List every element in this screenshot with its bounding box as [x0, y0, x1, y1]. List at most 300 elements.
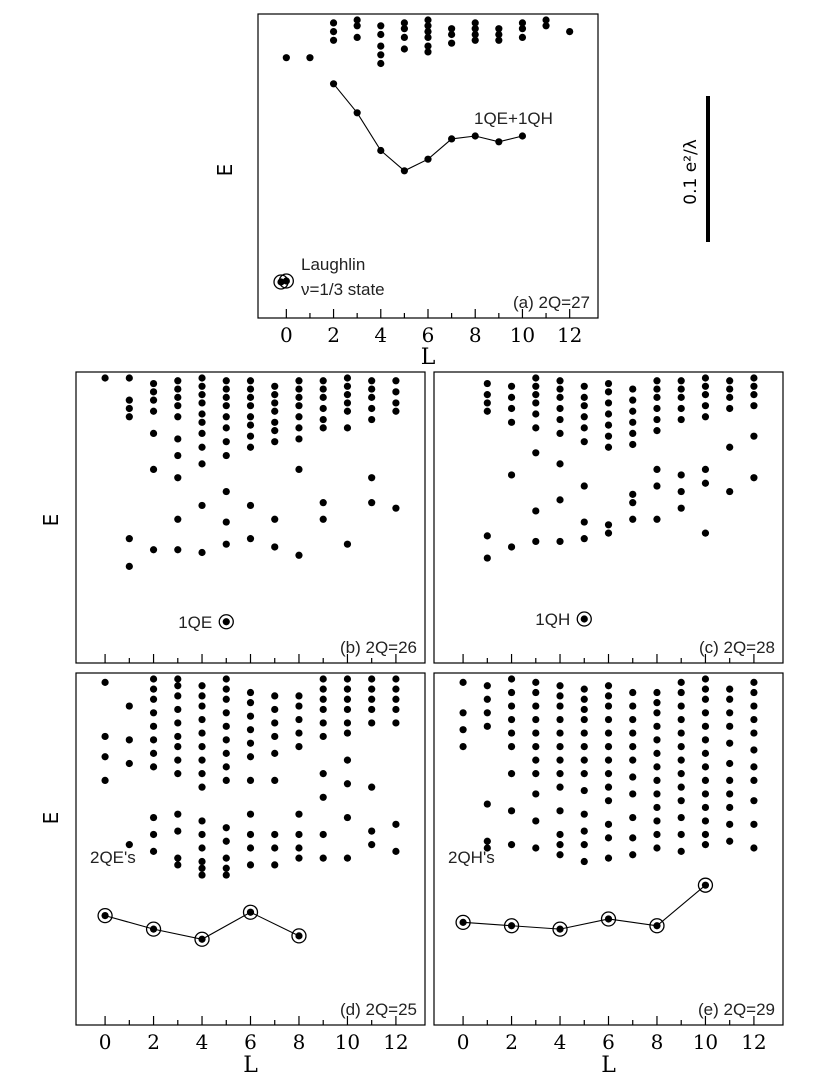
energy-point [247, 740, 254, 747]
energy-point [198, 858, 205, 865]
energy-point [392, 408, 399, 415]
band-point [472, 132, 479, 139]
energy-point [605, 692, 612, 699]
energy-point [223, 402, 230, 409]
energy-point [295, 435, 302, 442]
energy-point [150, 380, 157, 387]
energy-point [223, 763, 230, 770]
energy-point [295, 466, 302, 473]
energy-point [174, 474, 181, 481]
panel-label: (d) 2Q=25 [339, 1000, 417, 1019]
energy-point [126, 413, 133, 420]
energy-point [126, 736, 133, 743]
energy-point [581, 828, 588, 835]
energy-point [678, 814, 685, 821]
energy-point [247, 413, 254, 420]
energy-point [556, 784, 563, 791]
energy-point [556, 841, 563, 848]
energy-point [629, 397, 636, 404]
band-point [448, 135, 455, 142]
energy-point [484, 408, 491, 415]
energy-point [101, 374, 108, 381]
energy-point [320, 499, 327, 506]
energy-point [581, 841, 588, 848]
energy-point [581, 518, 588, 525]
energy-point [368, 385, 375, 392]
band-point [198, 936, 205, 943]
energy-point [726, 709, 733, 716]
energy-point [702, 736, 709, 743]
energy-point [484, 696, 491, 703]
energy-point [532, 702, 539, 709]
band-point [653, 922, 660, 929]
energy-point [750, 702, 757, 709]
energy-point [459, 679, 466, 686]
energy-point [653, 416, 660, 423]
energy-point [581, 394, 588, 401]
energy-point [678, 848, 685, 855]
energy-point [174, 828, 181, 835]
x-tick-label: 0 [98, 1030, 112, 1054]
x-tick-label: 8 [292, 1030, 306, 1054]
energy-point [198, 844, 205, 851]
energy-point [344, 855, 351, 862]
energy-point [174, 516, 181, 523]
energy-point [320, 770, 327, 777]
energy-point [150, 750, 157, 757]
energy-point [271, 719, 278, 726]
energy-point [368, 394, 375, 401]
energy-point [653, 427, 660, 434]
energy-point [295, 377, 302, 384]
energy-point [702, 841, 709, 848]
energy-point [508, 807, 515, 814]
energy-point [174, 692, 181, 699]
energy-point [174, 719, 181, 726]
band-annotation: 2QH's [448, 848, 495, 867]
energy-point [556, 496, 563, 503]
energy-point [101, 777, 108, 784]
energy-point [653, 831, 660, 838]
energy-point [306, 54, 313, 61]
energy-point [702, 777, 709, 784]
energy-point [653, 723, 660, 730]
energy-point [653, 750, 660, 757]
energy-point [605, 433, 612, 440]
energy-point [508, 419, 515, 426]
energy-point [392, 388, 399, 395]
energy-point [653, 516, 660, 523]
energy-point [247, 433, 254, 440]
energy-point [750, 763, 757, 770]
energy-point [223, 686, 230, 693]
energy-point [702, 413, 709, 420]
energy-point [271, 516, 278, 523]
energy-point [377, 31, 384, 38]
energy-point [629, 834, 636, 841]
energy-point [750, 391, 757, 398]
energy-point [247, 394, 254, 401]
energy-point [750, 383, 757, 390]
energy-point [198, 702, 205, 709]
energy-point [653, 709, 660, 716]
energy-point [678, 729, 685, 736]
energy-point [484, 723, 491, 730]
energy-point [581, 402, 588, 409]
energy-point [198, 444, 205, 451]
energy-point [702, 831, 709, 838]
energy-point [508, 394, 515, 401]
energy-point [126, 397, 133, 404]
energy-point [401, 45, 408, 52]
energy-point [198, 729, 205, 736]
band-point [150, 926, 157, 933]
energy-point [508, 675, 515, 682]
energy-point [271, 427, 278, 434]
energy-point [653, 405, 660, 412]
energy-point [532, 757, 539, 764]
energy-point [354, 16, 361, 23]
energy-point [271, 692, 278, 699]
energy-point [581, 743, 588, 750]
energy-point [508, 770, 515, 777]
energy-point [392, 696, 399, 703]
energy-point [750, 821, 757, 828]
energy-point [750, 679, 757, 686]
energy-point [726, 838, 733, 845]
energy-point [247, 502, 254, 509]
energy-point [368, 686, 375, 693]
energy-point [198, 410, 205, 417]
energy-point [629, 773, 636, 780]
x-tick-label: 10 [692, 1030, 719, 1054]
energy-point [320, 424, 327, 431]
energy-point [678, 471, 685, 478]
energy-point [271, 831, 278, 838]
energy-point [678, 385, 685, 392]
energy-point [377, 22, 384, 29]
energy-point [556, 770, 563, 777]
energy-point [605, 784, 612, 791]
energy-point [126, 405, 133, 412]
energy-point [320, 831, 327, 838]
energy-point [126, 702, 133, 709]
energy-point [519, 19, 526, 26]
energy-point [174, 377, 181, 384]
energy-point [368, 696, 375, 703]
energy-point [368, 499, 375, 506]
energy-point [653, 377, 660, 384]
energy-point [678, 743, 685, 750]
energy-point [459, 743, 466, 750]
energy-point [532, 399, 539, 406]
band-point [424, 156, 431, 163]
energy-point [678, 505, 685, 512]
energy-point [223, 871, 230, 878]
energy-point [653, 699, 660, 706]
energy-point [702, 750, 709, 757]
energy-point [174, 413, 181, 420]
energy-point [198, 770, 205, 777]
energy-point [271, 777, 278, 784]
energy-point [150, 397, 157, 404]
energy-point [344, 780, 351, 787]
energy-point [726, 723, 733, 730]
energy-point [653, 385, 660, 392]
energy-point [532, 844, 539, 851]
energy-point [247, 535, 254, 542]
x-tick-label: 0 [456, 1030, 470, 1054]
energy-point [392, 505, 399, 512]
energy-point [401, 34, 408, 41]
energy-point [247, 377, 254, 384]
x-tick-label: 4 [195, 1030, 209, 1054]
energy-point [508, 841, 515, 848]
energy-point [344, 675, 351, 682]
energy-point [223, 385, 230, 392]
energy-point [368, 719, 375, 726]
energy-point [605, 855, 612, 862]
energy-point [532, 743, 539, 750]
energy-point [247, 811, 254, 818]
energy-point [174, 757, 181, 764]
energy-point [401, 19, 408, 26]
x-axis-label: L [601, 1053, 616, 1075]
energy-point [295, 716, 302, 723]
energy-point [581, 424, 588, 431]
x-tick-label: 2 [327, 323, 340, 347]
energy-point [150, 466, 157, 473]
energy-point [629, 385, 636, 392]
energy-point [126, 374, 133, 381]
energy-point [653, 394, 660, 401]
band-point [459, 919, 466, 926]
energy-point [629, 851, 636, 858]
energy-point [320, 719, 327, 726]
energy-point [448, 40, 455, 47]
energy-point [532, 449, 539, 456]
energy-point [532, 391, 539, 398]
energy-point [320, 385, 327, 392]
energy-point [150, 814, 157, 821]
energy-point [377, 60, 384, 67]
energy-point [702, 686, 709, 693]
energy-point [174, 385, 181, 392]
energy-point [295, 424, 302, 431]
energy-point [629, 743, 636, 750]
energy-point [247, 421, 254, 428]
legend-label-line2: ν=1/3 state [301, 280, 385, 299]
energy-point [581, 729, 588, 736]
energy-point [198, 399, 205, 406]
energy-point [150, 675, 157, 682]
energy-point [726, 760, 733, 767]
x-axis-label: L [420, 345, 436, 370]
energy-point [678, 784, 685, 791]
energy-point [532, 538, 539, 545]
energy-point [508, 689, 515, 696]
energy-point [678, 405, 685, 412]
band-point [377, 147, 384, 154]
energy-point [581, 383, 588, 390]
energy-point [484, 399, 491, 406]
energy-point [726, 686, 733, 693]
energy-point [750, 716, 757, 723]
energy-point [581, 757, 588, 764]
energy-point [223, 709, 230, 716]
energy-point [750, 474, 757, 481]
energy-point [223, 413, 230, 420]
energy-point [150, 388, 157, 395]
energy-point [702, 790, 709, 797]
energy-point [702, 763, 709, 770]
energy-point [653, 466, 660, 473]
energy-point [581, 858, 588, 865]
energy-point [150, 763, 157, 770]
energy-point [653, 804, 660, 811]
energy-point [532, 716, 539, 723]
ground-state-point [223, 618, 230, 625]
energy-point [532, 817, 539, 824]
energy-point [320, 794, 327, 801]
energy-point [150, 831, 157, 838]
energy-point [629, 757, 636, 764]
energy-point [271, 438, 278, 445]
energy-point [605, 770, 612, 777]
energy-point [556, 729, 563, 736]
band-point [508, 922, 515, 929]
energy-point [392, 848, 399, 855]
energy-point [726, 790, 733, 797]
band-point [354, 109, 361, 116]
energy-point [702, 383, 709, 390]
energy-point [368, 377, 375, 384]
energy-point [750, 374, 757, 381]
energy-point [354, 34, 361, 41]
energy-point [247, 385, 254, 392]
energy-point [295, 402, 302, 409]
panel-label: (a) 2Q=27 [512, 293, 590, 312]
energy-point [605, 380, 612, 387]
energy-point [750, 746, 757, 753]
energy-point [605, 682, 612, 689]
energy-point [271, 383, 278, 390]
energy-point [320, 675, 327, 682]
energy-point [223, 488, 230, 495]
energy-point [198, 716, 205, 723]
energy-point [150, 686, 157, 693]
energy-point [581, 686, 588, 693]
energy-point [392, 686, 399, 693]
energy-point [702, 374, 709, 381]
energy-point [198, 502, 205, 509]
energy-point [247, 402, 254, 409]
energy-point [678, 770, 685, 777]
energy-point [472, 19, 479, 26]
energy-point [368, 474, 375, 481]
energy-point [556, 460, 563, 467]
energy-point [320, 405, 327, 412]
energy-point [174, 394, 181, 401]
energy-point [750, 777, 757, 784]
energy-point [198, 419, 205, 426]
energy-point [198, 831, 205, 838]
energy-point [198, 757, 205, 764]
energy-point [678, 416, 685, 423]
energy-point [678, 716, 685, 723]
panel-label: (c) 2Q=28 [698, 638, 775, 657]
energy-point [392, 377, 399, 384]
energy-point [174, 675, 181, 682]
energy-point [556, 702, 563, 709]
energy-point [702, 804, 709, 811]
energy-point [271, 543, 278, 550]
energy-point [678, 679, 685, 686]
energy-point [581, 716, 588, 723]
energy-point [508, 383, 515, 390]
energy-point [174, 435, 181, 442]
energy-point [726, 444, 733, 451]
energy-point [295, 702, 302, 709]
energy-point [174, 546, 181, 553]
energy-point [702, 709, 709, 716]
energy-point [629, 790, 636, 797]
energy-point [726, 740, 733, 747]
band-point [519, 132, 526, 139]
energy-point [295, 552, 302, 559]
energy-point [368, 706, 375, 713]
energy-point [702, 480, 709, 487]
energy-point [223, 777, 230, 784]
energy-point [605, 821, 612, 828]
energy-point [726, 804, 733, 811]
energy-point [448, 25, 455, 32]
energy-point [344, 408, 351, 415]
energy-point [174, 733, 181, 740]
energy-point [726, 405, 733, 412]
energy-point [271, 399, 278, 406]
energy-point [556, 807, 563, 814]
energy-point [247, 861, 254, 868]
energy-point [295, 413, 302, 420]
energy-point [424, 43, 431, 50]
energy-point [629, 716, 636, 723]
energy-point [330, 37, 337, 44]
energy-point [223, 696, 230, 703]
energy-point [223, 824, 230, 831]
energy-point [556, 405, 563, 412]
energy-point [653, 736, 660, 743]
ground-state-label: 1QE [178, 612, 213, 632]
energy-point [629, 491, 636, 498]
energy-point [344, 541, 351, 548]
energy-point [653, 844, 660, 851]
energy-point [344, 391, 351, 398]
energy-point [295, 811, 302, 818]
energy-point [392, 821, 399, 828]
band-point [401, 167, 408, 174]
energy-point [495, 25, 502, 32]
energy-point [174, 855, 181, 862]
x-tick-label: 4 [553, 1030, 567, 1054]
energy-point [223, 377, 230, 384]
energy-point [344, 706, 351, 713]
energy-point [223, 394, 230, 401]
energy-point [150, 546, 157, 553]
energy-point [344, 399, 351, 406]
energy-point [629, 689, 636, 696]
energy-point [508, 729, 515, 736]
